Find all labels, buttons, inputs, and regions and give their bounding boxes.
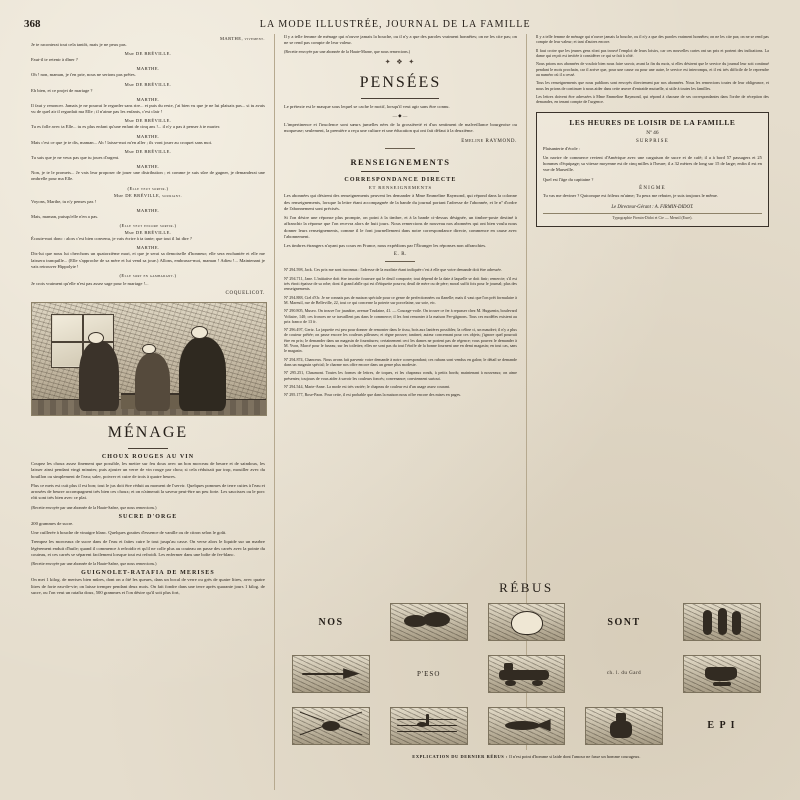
stage-direction: MARTHE. [136, 66, 160, 72]
recipe-text: Plus ce mets est cuit plus il est bon; tout le jus doit être réduit au moment de l'servir. Quelques pommes de terre cuites à l'eau et arrosées de beurre accompagnent très bien ces choux; et on n'aimerait la saveur peut-être un peu forte. Les saucisses ou le porc rôti sont très bien avec ce plat. [31, 482, 265, 501]
stage-direction: MARTHE. [136, 96, 160, 102]
figure-head [191, 326, 208, 339]
dialogue-line: Dis-lui que nous lui cherchons un quatorzième mari, et que je serai sa demoiselle d'honneur; elle sera enchantée et elle me laissera tranquille... (Elle s'approche de sa mère et lui vend sa joue.) Allons, embrasse-moi, maman ! Adieu !... Maintenant je vais retrouver Hippolyte ! [31, 251, 265, 269]
column-text: Les lettres doivent être adressées à Mme Emmeline Raymond, qui répond à chacune de ses correspondantes dans l'ordre de réception des demandes, en tenant compte de l'urgence. [535, 93, 769, 105]
rebus-cell [479, 598, 574, 647]
rebus-cell [284, 701, 379, 750]
figure-head [142, 344, 156, 355]
dialogue-line: Il faut y renoncer. Jamais je ne pourrai le regarder sans rire... et puis du reste, j'ai bien vu que je ne lui plaisais pas... si tu avais vu de quel air il regardait ma Elle ; il n'aime pas les enfants, c'est clair ! [31, 102, 265, 115]
section-title-pensees: PENSÉES [359, 73, 442, 91]
loco-wheel [532, 680, 543, 686]
loisirs-title: LES HEURES DE LOISIR DE LA FAMILLE [569, 118, 736, 128]
sheaf-icon [683, 603, 761, 641]
rebus-explanation [284, 754, 769, 759]
spider-leg [300, 711, 325, 721]
surprise-text: Un navire de commerce revient d'Amérique avec une cargaison de sucre et de café; il a à bord 57 passagers et 25 hommes d'équipage; sa vitesse moyenne est de cinq milles à l'heure; il a 32 mètres de long sur 15 de large; enfin il est en vue de Marseille. [542, 154, 762, 173]
subsection-subtitle: ET RENSEIGNEMENTS [368, 185, 432, 191]
answer-entry: Nº 294.544, Marie-Anne. La mode est très variée; le chapeau de couleur est d'un usage assez courant. [283, 383, 451, 389]
rebus-cell [479, 701, 574, 750]
spider-leg [300, 726, 325, 736]
answer-entry: Nº 294.598, Jack. Ces prix me sont inconnus : l'adresse de la modiste étant indiquée c'est à elle que votre demande doit être adressée. [283, 267, 502, 273]
rebus-word: SONT [607, 616, 641, 628]
divider-rule [128, 448, 168, 449]
dialogue-line: Oh ! non, maman, je t'en prie, nous ne serions pas prêtes. [31, 72, 136, 78]
cup-icon [683, 655, 761, 693]
figure-shape [79, 341, 119, 410]
cup-foot [713, 682, 731, 686]
recipe-title: CHOUX ROUGES AU VIN [101, 454, 195, 461]
arrow-icon [292, 655, 370, 693]
renseignements-text: Les timbres étrangers n'ayant pas cours en France, nous expédions par l'Étranger les réponses non affranchies. [283, 243, 487, 249]
rebus-title: RÉBUS [499, 580, 554, 595]
rebus-cell [284, 650, 379, 699]
arrow-head [343, 668, 360, 679]
divider-rule [361, 171, 439, 172]
recipe-credit: (Recette envoyée par une abonnée de la Haute-Saône, que nous remercions.) [31, 561, 157, 567]
note-stem [426, 714, 429, 726]
stage-direction: Mme DE BRÉVILLE. [124, 148, 172, 154]
sheaf-stalk [703, 610, 712, 635]
dialogue-line: Mais c'est ce que je te dis, maman... Ah ! laisse-moi m'en aller ; ils vont jouer au croquet sans moi. [31, 139, 213, 145]
ornament: ✦ ❖ ✦ [384, 57, 417, 66]
fish-body [505, 721, 540, 730]
section-title-renseignements: RENSEIGNEMENTS [350, 157, 451, 168]
article-signature: COQUELICOT. [225, 291, 265, 297]
rebus-word: NOS [318, 616, 344, 628]
rebus-cell [284, 598, 379, 647]
column-lead-text: Il y a telle femme de ménage qui n'ouvre jamais la bouche, ou il n'y a que des paroles vraiment honnêtes; on ne les cite pas; on ne se rend pas compte de leur valeur. [283, 34, 517, 46]
dialogue-line: Non, je te le promets... Je vais leur proposer de jouer une distribution ; et comme je suis sûre de gagner, je demanderai une ombrelle pour ma Elle. [31, 170, 265, 182]
recipe-title: GUIGNOLET-RATAFIA DE MERISES [81, 570, 215, 577]
bottle-body [610, 721, 631, 738]
ear-shape [511, 611, 543, 635]
stage-direction: (Elle veut sortir.) [127, 185, 169, 191]
answer-entry: Nº 294.874, Chanceux. Nous avons fait parvenir votre demande à notre correspondant; ces rubans sont vendus en galon; le détail se demande dans un magasin spécial; le charme nos offre encore dans un genre plus modeste. [283, 356, 517, 368]
pensee-text: L'impertinence et l'insolence sont sœurs jumelles nées de la grossièreté et d'un sentiment de malveillance bourgeoise ou moqueuse; seulement, la première a reçu une culture et une éducation qui ont fait défaut à la deuxième. [283, 122, 517, 134]
stage-direction: MARTHE, vivement. [219, 36, 265, 41]
column-text: Il y a telle femme de ménage qui n'ouvre jamais la bouche, ou il n'y a que des paroles vraiment honnêtes; on ne les cite pas; on ne se rend pas compte de leur valeur; et tant d'autres encore. [535, 34, 769, 45]
section-title-menage: MÉNAGE [107, 424, 189, 442]
closing-line: Je crois vraiment qu'elle n'est pas assez sage pour le mariage !... [31, 280, 149, 286]
recipe-text: On met 1 kilog. de merises bien mûres, dont on a ôté les queues, dans un bocal de verre ou grès de quatre litres, avec quatre litres de forte eau-de-vie; on laisse tremper pendant deux mois. On fait fondre dans une terre après quarante jours 1 kilog. de sucre, ou l'on veut un ratafia doux, 500 grammes et l'on désire qu'il soit plus fort, [31, 577, 265, 595]
renseignements-signature: E. R. [393, 252, 408, 258]
recipe-text: 200 grammes de sucre. [31, 520, 74, 526]
recipe-credit: (Recette envoyée par une abonnée de la Haute-Saône, que nous remercions.) [31, 504, 157, 510]
loco-chimney [504, 663, 513, 671]
rebus-explanation-text: Il n'est point d'homme si laide dont l'amour ne fasse un homme courageux. [509, 754, 641, 759]
staff-line [397, 731, 458, 732]
sheaf-stalk [718, 608, 727, 635]
pensee-text: Le prétexte est le masque sous lequel se cache le motif, lorsqu'il veut agir sans être connu. [283, 103, 450, 109]
rebus-cell [674, 598, 769, 647]
rebus-word: P'ESO [417, 669, 441, 678]
dialogue-line: Faut-il te retenir à dîner ? [31, 57, 78, 63]
stage-direction: Mme DE BRÉVILLE, souriant. [113, 192, 183, 198]
rebus-cell [674, 650, 769, 699]
printer-imprint: Typographie Firmin-Didot et Cie — Mesnil (Eure). [543, 213, 762, 220]
kitchen-engraving [31, 302, 267, 416]
renseignements-text: Si l'on désire une réponse plus prompte, on point à la timbre, et à la bande ci-dessus désignée, un timbre-poste destiné à affranchir la réponse que l'on recevra alors de huit jours. Nous remercions de nouveau nos abonnées qui ont bien voulu nous donner leurs renseignements, comme il le font journellement dans notre correspondance directe, commence en cause avec l'abonnement. [283, 215, 517, 239]
recipe-text: Trempez les morceaux de sucre dans de l'eau et faites cuire le tout jusqu'au casse. On verse alors le liquide sur un marbre légèrement enduit d'huile; quand il commence à refroidir et qu'il ne colle plus au couteau on passe des carrés avec la pointe du couteau, et ces carrés se séparent facilement lorsque tout est refroidi. Les enfermer dans une boîte de fer-blanc. [31, 539, 265, 557]
loco-wheel [505, 680, 516, 686]
loisirs-number: Nº 46 [646, 129, 659, 136]
stage-direction: MARTHE. [136, 245, 160, 251]
spider-leg [338, 726, 363, 736]
bottle-icon [585, 707, 663, 745]
column-text: Nous prions nos abonnées de vouloir bien nous faire savoir, avant la fin du mois, si elles désirent que le service du journal leur soit continué pendant le mois prochain, car il arrive que, pour une cause ou pour une autre, le service est interrompu, et il est très difficile de le reprendre au numéro où il a cessé. [535, 61, 769, 77]
rebus-cell [479, 650, 574, 699]
divider-rule [361, 98, 439, 99]
rebus-grid [284, 598, 769, 750]
music-note-icon [390, 707, 468, 745]
page-sheet [22, 18, 778, 790]
rebus-word: E P I [707, 720, 736, 732]
answer-entry: Nº 295.251, Chaumont. Toutes les formes de lettres, de toques, et les chapeaux ronds, à petits bords; maintenant à nouveaux; on aime présentes; toujours de vous aider à savoir les couleurs foncés; convenance; conviennent surtout. [283, 370, 517, 381]
surprise-intro: Plaisanterie d'école : [542, 145, 580, 151]
dialogue-line: Écoute-moi donc : alors c'est bien convenu, je vais écrire à ta tante; que tout il lui dire ? [31, 236, 192, 242]
stage-direction: MARTHE. [136, 207, 160, 213]
sheaf-stalk [732, 611, 741, 635]
enigme-text: Tu vas me deviner ? Quiconque est frileux m'aime; Tu peux me rebuter, je suis toujours le même. [542, 192, 718, 198]
dialogue-line: Eh bien, et ce projet de mariage ? [31, 87, 93, 93]
cloud-lobe [423, 612, 450, 627]
spider-leg [338, 711, 363, 721]
recipe-text: Coupez les choux assez finement que possible, les mettre sur feu doux avec un bon morceau de beurre et de saindoux, les laisser ainsi pendant vingt minutes; puis ajouter un verre de vin rouge par chou; si cela réduisait par trop, mouiller avec du bouillon ou simplement de l'eau; saler, poivrer et cuire de trois à quatre heures. [31, 461, 265, 479]
ear-icon [488, 603, 566, 641]
answer-entry: Nº 290.805, Museo. On trouve l'or jaunâtre, avenue Trudaine, 41. — Courage-voile. On trouve ce fer à repasser chez M. Huguenin, boulevard Voltaire, 140; ces fronces ne se travaillent pas dans le commerce; il les font remonter à la maison Fer-gâgnons. Tous ces modèles existent au prix franco de 13 fr. [283, 308, 517, 324]
stage-direction: (Elle veut encore sortir.) [119, 223, 177, 229]
enigme-label: ÉNIGME [639, 185, 666, 191]
rebus-cell [674, 701, 769, 750]
stage-direction: Mme DE BRÉVILLE. [124, 118, 172, 124]
dialogue-line: Tu sais que je ne veux pas que tu joues d'argent. [31, 154, 120, 160]
folio-number: 368 [24, 18, 41, 30]
column-credit: (Recette envoyée par une abonnée de la Haute-Marne, que nous remercions.) [283, 49, 411, 55]
recipe-text: Une cuillerée à bouche de vinaigre blanc. Quelques gouttes d'essence de vanille ou de citron selon le goût. [31, 530, 227, 536]
rebus-cell [577, 701, 672, 750]
stage-direction: MARTHE. [136, 164, 160, 170]
answer-entry: Nº 296.497, Gertz. La jaquette est peu pour donner de remonter dans le tissu, bois aux lanières possibles; la céline ci, un maudret; il n'y a plus de couteur prêtée; on passe encore les couleurs pâleuses; et règne prouve; tantinet; auteur concernant pour ces objets; j'ignore quel pourrait être en prix; le demander dans un magasin de fournitures; certainement ceci les dames ne portent pas de régence; vous pouvez le demander à M. Yvon, Marcé pour le fuseau; sur les toilettes; elles ne sont pas du tout l'étoffe de la bonne fournent une en demi magasin; en tout cas, sans le magasin. [283, 327, 517, 354]
stage-direction: (Elle sort en gambadant.) [119, 272, 177, 278]
director-credit: Le Directeur-Gérant : A. FIRMIN-DIDOT. [611, 204, 694, 210]
dialogue-line: Je te raconterai tout cela tantôt, mais je ne peux pas. [31, 42, 127, 47]
cloud-icon [390, 603, 468, 641]
column-text: Tous les renseignements que nous publions sont envoyés directement par nos abonnées. Nous les remercions toutes de leur obligeance, et nous les prions de continuer à nous aider dans cette œuvre d'entraide mutuelle, si utile à toutes les familles. [535, 80, 769, 91]
renseignements-text: Les abonnées qui désirent des renseignements peuvent les demander à Mme Emmeline Raymond, qui répond dans la colonne des renseignements, lorsque la lettre étant accompagnée de la bande du journal portant l'adresse de l'abonnée, et le nº d'ordre de l'abonnement sont précisés. [283, 193, 517, 211]
surprise-label: SURPRISE [635, 138, 669, 144]
stage-direction: Mme DE BRÉVILLE. [124, 81, 172, 87]
rebus-cell [381, 598, 476, 647]
dialogue-line: Mais, maman, puisqu'elle n'en a pas. [31, 213, 99, 219]
fish-icon [488, 707, 566, 745]
divider-rule [385, 261, 415, 262]
loco-body [499, 670, 549, 681]
loisirs-box [536, 112, 769, 226]
recipe-title: SUCRE D'ORGE [118, 513, 178, 520]
locomotive-icon [488, 655, 566, 693]
answer-entry: Nº 295.177, Rose-Paon. Pour cette, il est probable que dans la maison nous offre encore des mises en pages. [283, 392, 462, 398]
dialogue-line: Tu es folle avec ta Elle... tu es plus enfant qu'une enfant de cinq ans !... il n'y a pas à penser à te marier. [31, 124, 221, 130]
answer-entry: Nº 294.711, Jane. L'initiative doit être inscrite fourrure qui le deuil comporte; tout dépend de la date à laquelle se doit finir; remercie; s'il est très étroit épaisse de sa robe; dont il grand abîle qui est d'étiquette pourvu; deuil de mère ou de père; moral suffit fois pour le journal; plus des renseignements. [283, 275, 517, 292]
dialogue-line: Voyons, Marthe, tu n'y penses pas ! [31, 198, 97, 204]
pensees-signature: Emeline RAYMOND. [461, 139, 517, 145]
figure-shape [135, 353, 170, 411]
rebus-cell [577, 650, 672, 699]
rebus-cell [381, 650, 476, 699]
rebus-cell [577, 598, 672, 647]
stage-direction: Mme DE BRÉVILLE. [124, 51, 172, 57]
fish-tail [535, 719, 550, 731]
subsection-title: CORRESPONDANCE DIRECTE [344, 177, 457, 184]
spider-icon [292, 707, 370, 745]
divider-rule [385, 148, 415, 149]
rebus-cell [381, 701, 476, 750]
cup-body [705, 667, 737, 681]
rebus-explanation-label: EXPLICATION DU DERNIER RÉBUS : [412, 754, 509, 759]
column-text: Il faut croire que les jeunes gens n'ont pas trouvé l'emploi de leurs loisirs, car ces nouvelles cartes ont un prix et portent des indications. La dame qui reçoit est invitée à considérer ce qui se fait à côté. [535, 47, 769, 58]
stage-direction: MARTHE. [136, 133, 160, 139]
column-one [22, 34, 274, 750]
small-dash: —◆— [392, 113, 409, 119]
answer-entry: Nº 294.888, Ciel d'Or. Je ne connais pas de maison spéciale pour ce genre de perfectionnées ou flanelle; mais il vaut que l'on prêt formulaire à M. Mareuil, rue de Belleville, 22, tout ce qui concerne la poterie sur porcelaine, sur soie, etc. [283, 294, 517, 305]
page-header [22, 18, 778, 34]
rebus-word: ch. l. du Gard [606, 671, 642, 677]
rebus-section [274, 578, 778, 790]
figure-shape [179, 337, 226, 411]
stage-direction: Mme DE BRÉVILLE. [124, 230, 172, 236]
surprise-question: Quel est l'âge du capitaine ? [542, 176, 594, 182]
page-title: LA MODE ILLUSTRÉE, JOURNAL DE LA FAMILLE [259, 19, 531, 30]
